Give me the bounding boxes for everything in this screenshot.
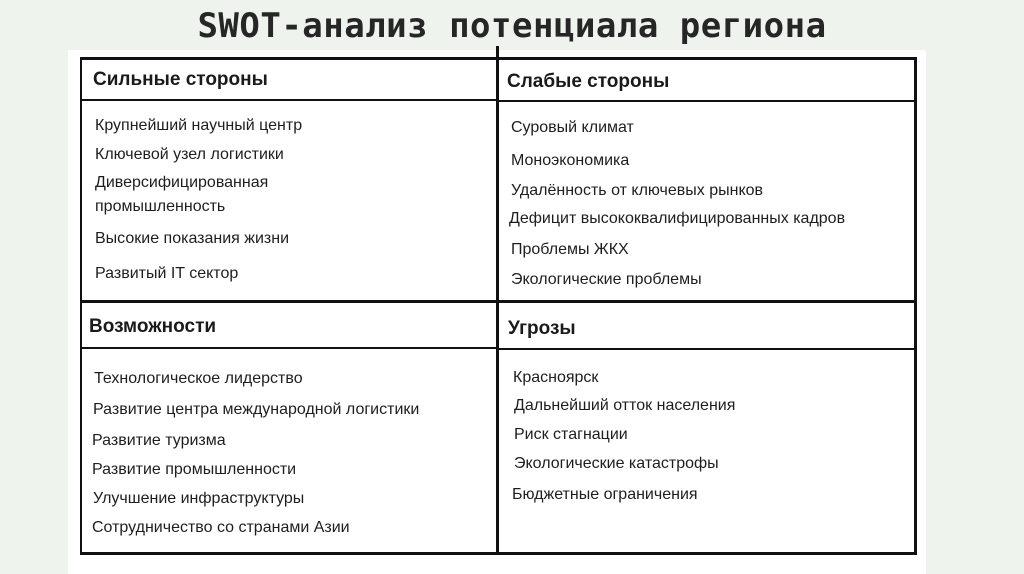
list-item: Высокие показания жизни	[95, 230, 290, 247]
list-item: Бюджетные ограничения	[512, 486, 698, 503]
list-item: Диверсифицированная промышленность	[95, 174, 269, 215]
opportunities-header-rule	[81, 347, 497, 349]
list-item: Риск стагнации	[514, 426, 628, 443]
list-item: Суровый климат	[511, 119, 634, 136]
list-item: Технологическое лидерство	[94, 370, 303, 387]
list-item: Удалённость от ключевых рынков	[511, 182, 764, 199]
list-item: Развитие туризма	[92, 432, 226, 449]
table-border-right	[914, 57, 917, 554]
table-border-bottom	[80, 552, 917, 555]
table-middle-rule	[81, 300, 916, 303]
list-item: Дальнейший отток населения	[514, 397, 736, 414]
strengths-header-rule	[81, 99, 497, 101]
list-item: Развитый IT сектор	[95, 265, 239, 282]
list-item: Крупнейший научный центр	[95, 117, 303, 134]
table-border-left	[80, 57, 82, 554]
list-item: Улучшение инфраструктуры	[93, 490, 305, 507]
page-title: SWOT-анализ потенциала региона	[197, 6, 827, 46]
strengths-heading: Сильные стороны	[93, 69, 268, 90]
opportunities-heading: Возможности	[89, 316, 217, 337]
list-item: Красноярск	[513, 369, 599, 386]
list-item: Развитие центра международной логистики	[93, 401, 420, 418]
weaknesses-header-rule	[497, 100, 916, 102]
list-item: Развитие промышленности	[92, 461, 297, 478]
weaknesses-heading: Слабые стороны	[507, 71, 670, 92]
list-item: Экологические катастрофы	[514, 455, 719, 472]
list-item: Сотрудничество со странами Азии	[92, 519, 350, 536]
list-item: Проблемы ЖКХ	[511, 241, 629, 258]
threats-header-rule	[497, 348, 916, 350]
threats-heading: Угрозы	[508, 318, 576, 339]
list-item: Дефицит высококвалифицированных кадров	[509, 210, 846, 227]
list-item: Моноэкономика	[511, 152, 630, 169]
list-item: Экологические проблемы	[511, 271, 702, 288]
list-item: Ключевой узел логистики	[95, 146, 284, 163]
